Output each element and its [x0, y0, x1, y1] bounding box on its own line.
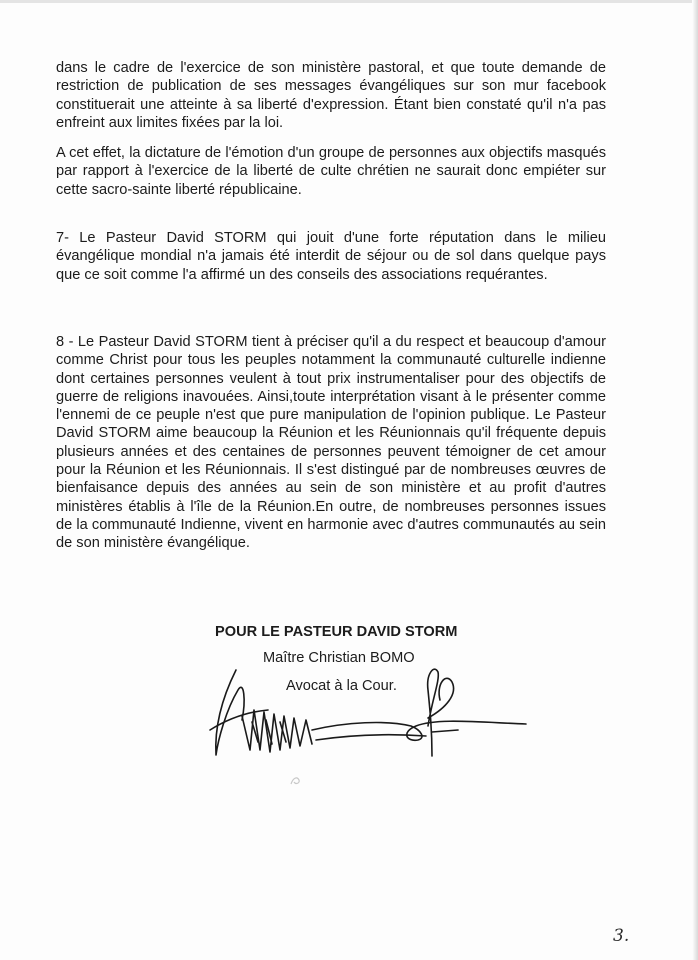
paragraph-point-8: 8 - Le Pasteur David STORM tient à préciser qu'il a du respect et beaucoup d'amour comme Christ pour tous les peuples notamment la communauté culturelle indienne dont certaines personnes veulent à tout prix instrumentaliser pour des objectifs de guerre de religions inavouées. Ainsi,toute interprétation visant à le présenter comme l'ennemi de ce peuple n'est que pure manipulation de l'opinion publique. Le Pasteur David STORM aime beaucoup la Réunion et les Réunionnais qu'il fréquente depuis plusieurs années et des centaines de personnes peuvent témoigner de cet amour pour la Réunion et les Réunionnais. Il s'est distingué par de nombreuses œuvres de bienfaisance depuis des années au sein de son ministère et au profit d'autres ministères établis à l'île de la Réunion.En outre, de nombreuses personnes issues de la communauté Indienne, vivent en harmonie avec d'autres communautés au sein de son ministère évangélique. [56, 334, 606, 552]
scan-right-edge [692, 0, 698, 960]
lawyer-title: Avocat à la Cour. [286, 678, 397, 694]
handwritten-signature [196, 660, 536, 770]
page-number: 3. [613, 926, 630, 946]
scan-smudge [287, 770, 305, 790]
paragraph-effect: A cet effet, la dictature de l'émotion d'un groupe de personnes aux objectifs masqués par rapport à l'exercice de la liberté de culte chrétien ne saurait donc empiéter sur cette sacro-sainte liberté républicaine. [56, 145, 606, 198]
scan-top-edge [0, 0, 698, 3]
signature-heading: POUR LE PASTEUR DAVID STORM [215, 624, 458, 640]
lawyer-name: Maître Christian BOMO [263, 650, 415, 666]
paragraph-point-7: 7- Le Pasteur David STORM qui jouit d'une forte réputation dans le milieu évangélique mondial n'a jamais été interdit de séjour ou de sol dans quelque pays que ce soit comme l'a affirmé un des conseils des associations requérantes. [56, 230, 606, 283]
paragraph-continuation: dans le cadre de l'exercice de son ministère pastoral, et que toute demande de restriction de publication de ses messages évangéliques sur son mur facebook constituerait une atteinte à sa liberté d'expression. Étant bien constaté qu'il n'a pas enfreint aux limites fixées par la loi. [56, 60, 606, 131]
